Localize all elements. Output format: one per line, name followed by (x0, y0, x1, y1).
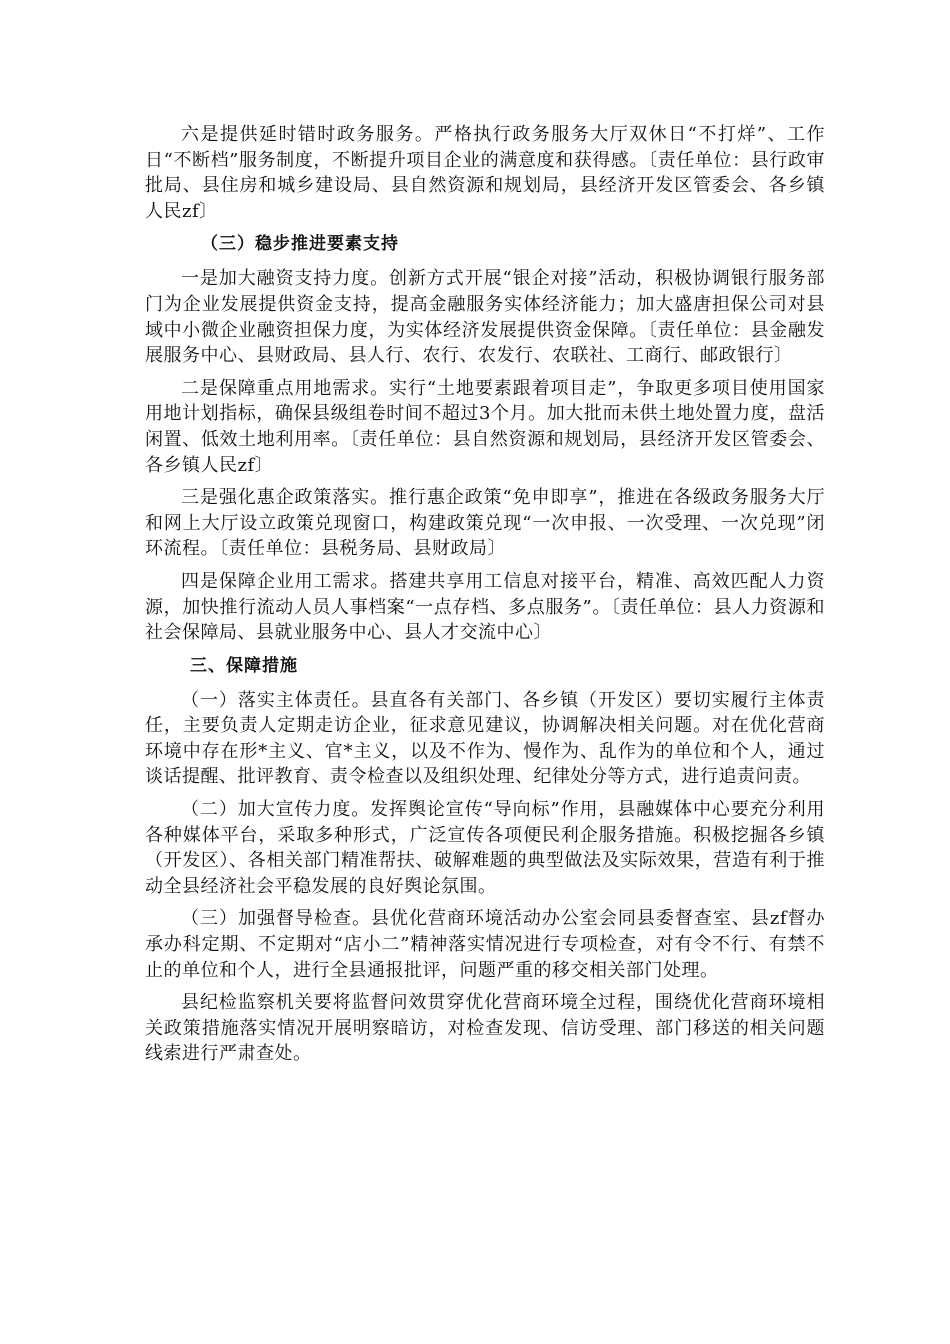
paragraph-supervision: （三）加强督导检查。县优化营商环境活动办公室会同县委督查室、县zf督办承办科定期、不定期对“店小二”精神落实情况进行专项检查，对有令不行、有禁不止的单位和个人，进行全县通报批评，问题严重的移交相关部门处理。 (145, 908, 825, 981)
paragraph-financing-support: 一是加大融资支持力度。创新方式开展“银企对接”活动，积极协调银行服务部门为企业发展提供资金支持，提高金融服务实体经济能力；加大盛唐担保公司对县域中小微企业融资担保力度，为实体经济发展提供资金保障。〔责任单位：县金融发展服务中心、县财政局、县人行、农行、农发行、农联社、工商行、邮政银行〕 (145, 268, 825, 367)
paragraph-employment-needs: 四是保障企业用工需求。搭建共享用工信息对接平台，精准、高效匹配人力资源，加快推行流动人员人事档案“一点存档、多点服务”。〔责任单位：县人力资源和社会保障局、县就业服务中心、县人才交流中心〕 (145, 570, 825, 644)
section-heading-factor-support: （三）稳步推进要素支持 (201, 234, 399, 255)
paragraph-publicity: （二）加大宣传力度。发挥舆论宣传“导向标”作用，县融媒体中心要充分利用各种媒体平台，采取多种形式，广泛宣传各项便民利企服务措施。积极挖掘各乡镇（开发区）、各相关部门精准帮扶、破解难题的典型做法及实际效果，营造有利于推动全县经济社会平稳发展的良好舆论氛围。 (145, 799, 825, 897)
document-page (145, 122, 825, 1074)
paragraph-policy-implementation: 三是强化惠企政策落实。推行惠企政策“免申即享”，推进在各级政务服务大厅和网上大厅设立政策兑现窗口，构建政策兑现“一次申报、一次受理、一次兑现”闭环流程。〔责任单位：县税务局、县财政局〕 (145, 487, 825, 560)
paragraph-land-use: 二是保障重点用地需求。实行“土地要素跟着项目走”，争取更多项目使用国家用地计划指标，确保县级组卷时间不超过3个月。加大批而未供土地处置力度，盘活闲置、低效土地利用率。〔责任单位：县自然资源和规划局，县经济开发区管委会、各乡镇人民zf〕 (145, 377, 825, 476)
section-heading-safeguards: 三、保障措施 (190, 655, 298, 676)
paragraph-responsibility: （一）落实主体责任。县直各有关部门、各乡镇（开发区）要切实履行主体责任，主要负责人定期走访企业，征求意见建议，协调解决相关问题。对在优化营商环境中存在形*主义、官*主义，以及不作为、慢作为、乱作为的单位和个人，通过谈话提醒、批评教育、责令检查以及组织处理、纪律处分等方式，进行追责问责。 (145, 689, 825, 788)
paragraph-discipline-inspection: 县纪检监察机关要将监督问效贯穿优化营商环境全过程，围绕优化营商环境相关政策措施落实情况开展明察暗访，对检查发现、信访受理、部门移送的相关问题线索进行严肃查处。 (145, 992, 825, 1065)
paragraph-extended-hours-service: 六是提供延时错时政务服务。严格执行政务服务大厅双休日“不打烊”、工作日“不断档”服务制度，不断提升项目企业的满意度和获得感。〔责任单位：县行政审批局、县住房和城乡建设局、县自然资源和规划局，县经济开发区管委会、各乡镇人民zf〕 (145, 124, 825, 222)
